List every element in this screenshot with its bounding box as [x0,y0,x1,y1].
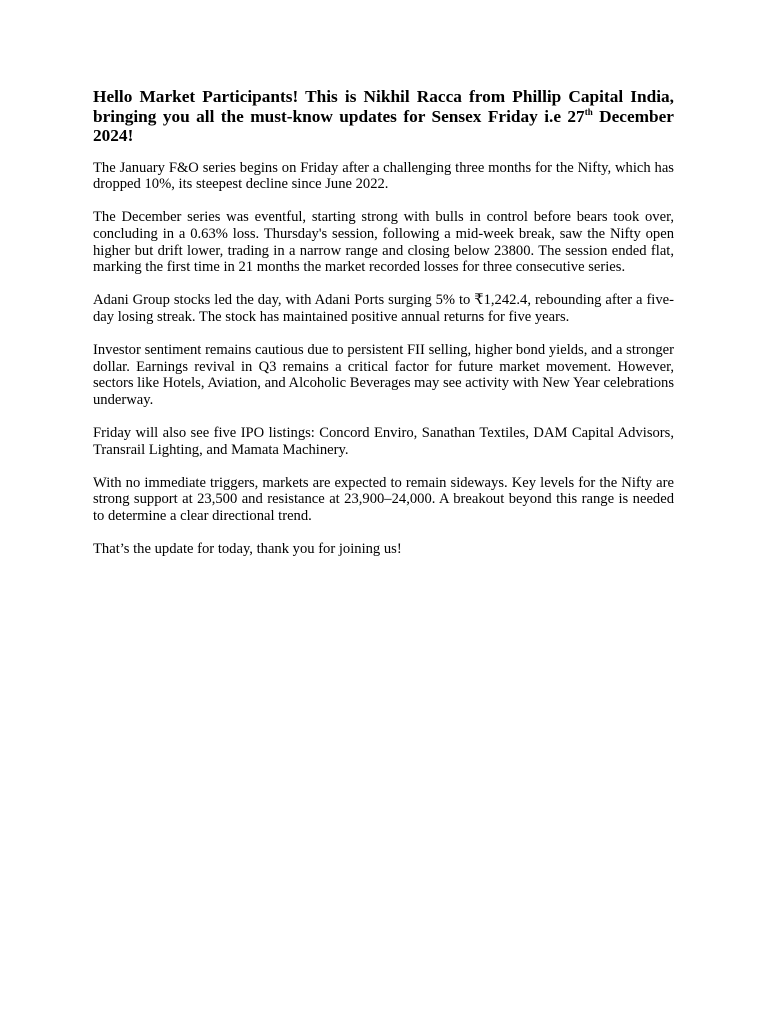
paragraph-investor-sentiment: Investor sentiment remains cautious due to persistent FII selling, higher bond yields, and a stronger dollar. Earnings revival in Q3 remains a critical factor for future market movement. However, sectors like Hotels, Aviation, and Alcoholic Beverages may see activity with New Year celebrations underway. [93,341,674,409]
paragraph-ipo-listings: Friday will also see five IPO listings: Concord Enviro, Sanathan Textiles, DAM Capital Advisors, Transrail Lighting, and Mamata Machinery. [93,425,674,458]
document-body [93,87,674,574]
title-ending-text: December 2024! [93,106,674,145]
paragraph-december-series: The December series was eventful, starting strong with bulls in control before bears took over, concluding in a 0.63% loss. Thursday's session, following a mid-week break, saw the Nifty open higher but drift lower, trading in a narrow range and closing below 23800. The session ended flat, marking the first time in 21 months the market recorded losses for three consecutive series. [93,209,674,276]
paragraph-closing: That’s the update for today, thank you for joining us! [93,541,402,558]
paragraph-key-levels: With no immediate triggers, markets are expected to remain sideways. Key levels for the Nifty are strong support at 23,500 and resistance at 23,900–24,000. A breakout beyond this range is needed to determine a clear directional trend. [93,474,674,525]
title-main-text: Hello Market Participants! This is Nikhil Racca from Phillip Capital India, bringing you all the must-know updates for Sensex Friday i.e 27 [93,87,674,126]
paragraph-adani-group: Adani Group stocks led the day, with Adani Ports surging 5% to ₹1,242.4, rebounding after a five-day losing streak. The stock has maintained positive annual returns for five years. [93,292,674,326]
paragraph-fo-series: The January F&O series begins on Friday after a challenging three months for the Nifty, which has dropped 10%, its steepest decline since June 2022. [93,159,674,193]
title-date-suffix: th [584,106,593,117]
document-title [93,87,674,146]
